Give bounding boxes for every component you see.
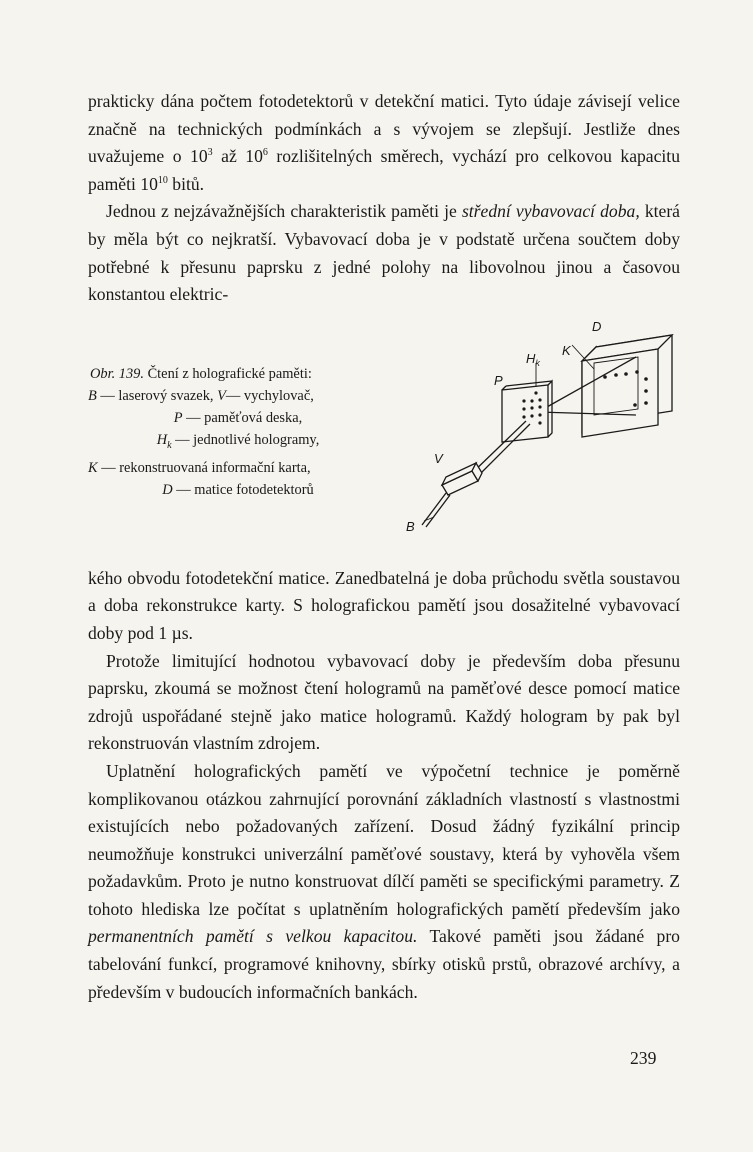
paragraph-3: kého obvodu fotodetekční matice. Zanedbatelná je doba průchodu světla soustavou a doba rekonstrukce karty. S holografickou pamětí jsou dosažitelné vybavovací doby pod 1 µs.: [88, 567, 680, 643]
label-Hk: $H_k$: [526, 350, 540, 368]
page-number: 239: [630, 1048, 657, 1068]
label-D: D: [592, 318, 602, 334]
figure-caption: [88, 363, 388, 501]
deflector-V: [442, 463, 482, 495]
label-B: B: [406, 518, 415, 534]
caption-line-5: D — matice fotodetektorů: [162, 481, 314, 498]
caption-line-1: B — laserový svazek, V— vychylovač,: [88, 387, 314, 404]
caption-line-2: P — paměťová deska,: [173, 409, 303, 426]
paragraph-4: Protože limitující hodnotou vybavovací doby je především doba přesunu paprsku, zkoumá se možnost čtení hologramů na paměťové desce pomocí matice zdrojů uspořádané stejně jako matice hologramů. Každý hologram by pak byl rekonstruován vlastním zdrojem.: [88, 650, 680, 754]
caption-line-4: K — rekonstruovaná informační karta,: [88, 459, 311, 476]
label-K: K: [562, 342, 571, 358]
figure-139: [88, 317, 680, 565]
detector-matrix-D: [582, 335, 672, 437]
caption-line-3: $H_k$ — jednotlivé hologramy,: [156, 431, 320, 451]
label-V: V: [434, 450, 443, 466]
paragraph-5: Uplatnění holografických pamětí ve výpočetní technice je poměrně komplikovanou otázkou zahrnující porovnání základních vlastností s vlastnostmi existujících nebo požadovaných zařízení. Dosud žádný fyzikální princip neumožňuje konstrukci univerzální paměťové soustavy, která by vyhověla všem požadavkům. Proto je nutno konstruovat dílčí paměti se specifickými parametry. Z tohoto hlediska lze počítat s uplatněním holografických pamětí především jako permanentních pamětí s velkou kapacitou. Takové paměti jsou žádané pro tabelování funkcí, programové knihovny, sbírky otisků prstů, obrazové archívy, a především v budoucích informačních bankách.: [88, 760, 680, 1002]
page-content: [88, 88, 680, 1006]
memory-plate-P: [502, 381, 552, 442]
paragraph-1: prakticky dána počtem fotodetektorů v detekční matici. Tyto údaje závisejí velice značně na technických podmínkách a s vývojem se zlepšují. Jestliže dnes uvažujeme o $10^3$ až $10^6$ rozlišitelných směrech, vychází pro celkovou kapacitu paměti $10^{10}$ bitů.: [88, 91, 680, 194]
caption-title: Obr. 139. Čtení z holografické paměti:: [90, 365, 312, 382]
holographic-memory-diagram: [406, 317, 680, 565]
label-P: P: [494, 372, 503, 388]
paragraph-2: Jednou z nejzávažnějších charakteristik paměti je střední vybavovací doba, která by měla být co nejkratší. Vybavovací doba je v podstatě určena součtem doby potřebné k přesunu paprsku z jedné polohy na libovolnou jinou a časovou konstantou elektric-: [88, 201, 680, 305]
